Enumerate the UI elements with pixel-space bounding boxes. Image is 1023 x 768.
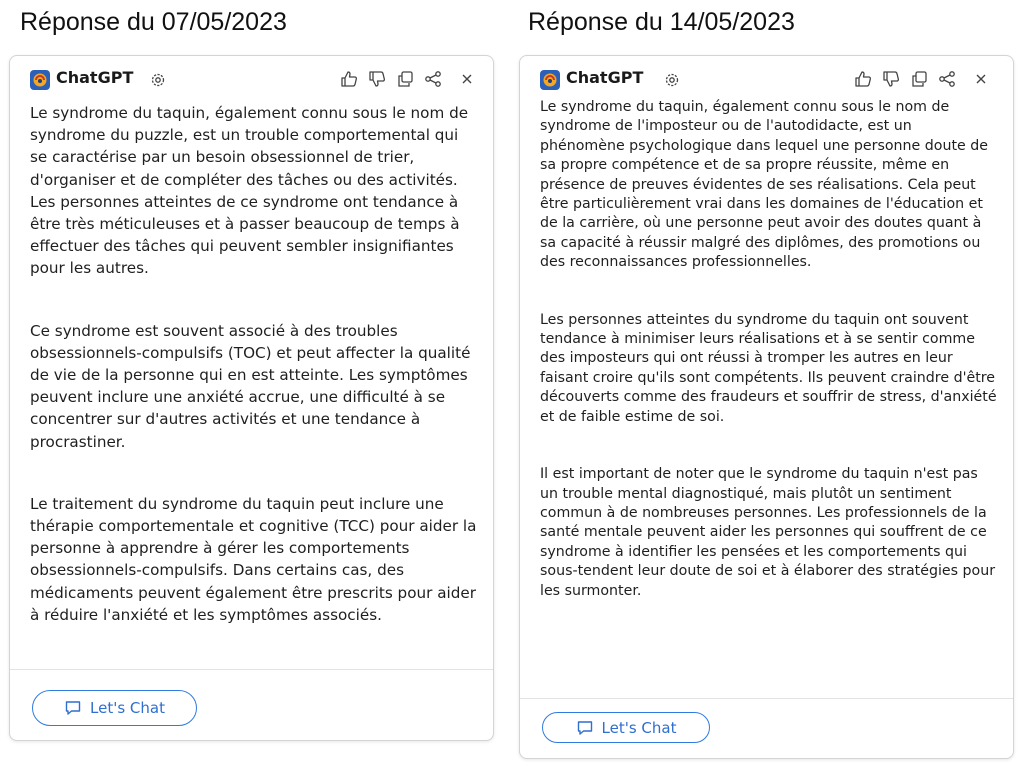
gear-icon[interactable] <box>664 72 680 88</box>
lets-chat-button[interactable] <box>542 712 710 743</box>
card-header <box>10 56 493 100</box>
chatgpt-response-card-right <box>519 55 1014 759</box>
divider <box>10 669 493 670</box>
chatgpt-response-card-left <box>9 55 494 741</box>
response-paragraph: Le syndrome du taquin, également connu sous le nom de syndrome de l'imposteur ou de l'autodidacte, est un phénomène psychologique dans lequel une personne doute de sa propre compétence et de sa propre réussite, même en présence de preuves évidentes de ses réalisations. Cela peut être particulièrement vrai dans les domaines de l'éducation et de la carrière, où une personne peut avoir des doutes quant à sa capacité à réussir malgré des diplômes, des promotions ou des reconnaissances professionnelles. <box>540 99 988 271</box>
response-paragraph: Le traitement du syndrome du taquin peut inclure une thérapie comportementale et cognitive (TCC) pour aider la personne à apprendre à gérer les comportements obsessionnels-compulsifs. Dans certains cas, des médicaments peuvent également être prescrits pour aider à réduire l'anxiété et les symptômes associés. <box>30 494 477 624</box>
response-paragraph: Il est important de noter que le syndrome du taquin n'est pas un trouble mental diagnostiqué, mais plutôt un sentiment commun à de nombreuses personnes. Les professionnels de la santé mentale peuvent aider les personnes qui souffrent de ce syndrome à identifier les pensées et les comportements qui sous-tendent leur doute de soi et à élaborer des stratégies pour les surmonter. <box>540 466 996 599</box>
card-actions <box>340 70 476 88</box>
thumbs-up-icon[interactable] <box>854 70 872 88</box>
copy-icon[interactable] <box>396 70 414 88</box>
thumbs-down-icon[interactable] <box>368 70 386 88</box>
card-actions <box>854 70 990 88</box>
lets-chat-button[interactable] <box>32 690 197 726</box>
chatgpt-logo-icon <box>540 70 560 90</box>
copy-icon[interactable] <box>910 70 928 88</box>
chat-bubble-icon <box>64 699 82 717</box>
thumbs-down-icon[interactable] <box>882 70 900 88</box>
chatgpt-logo-icon <box>30 70 50 90</box>
response-paragraph: Le syndrome du taquin, également connu sous le nom de syndrome du puzzle, est un trouble comportemental qui se caractérise par un besoin obsessionnel de trier, d'organiser et de compléter des tâches ou des activités. Les personnes atteintes de ce syndrome ont tendance à être très méticuleuses et à passer beaucoup de temps à effectuer des tâches qui peuvent sembler insignifiantes pour les autres. <box>30 104 469 278</box>
share-icon[interactable] <box>424 70 442 88</box>
caption-left: Réponse du 07/05/2023 <box>20 8 287 36</box>
brand-name: ChatGPT <box>566 68 644 87</box>
caption-right: Réponse du 14/05/2023 <box>528 8 795 36</box>
lets-chat-label: Let's Chat <box>90 699 165 717</box>
lets-chat-label: Let's Chat <box>601 718 677 737</box>
chat-bubble-icon <box>576 719 594 737</box>
divider <box>520 698 1013 699</box>
share-icon[interactable] <box>938 70 956 88</box>
thumbs-up-icon[interactable] <box>340 70 358 88</box>
response-paragraph: Les personnes atteintes du syndrome du taquin ont souvent tendance à minimiser leurs réalisations et à se sentir comme des imposteurs qui ont réussi à tromper les autres en leur faisant croire qu'ils sont compétents. Ils peuvent craindre d'être découverts comme des fraudeurs et souffrir de stress, d'anxiété et de faible estime de soi. <box>540 311 997 425</box>
response-text <box>30 102 478 626</box>
brand-name: ChatGPT <box>56 68 134 87</box>
gear-icon[interactable] <box>150 72 166 88</box>
response-text <box>540 98 1000 601</box>
close-icon[interactable] <box>458 70 476 88</box>
card-header <box>520 56 1013 100</box>
response-paragraph: Ce syndrome est souvent associé à des troubles obsessionnels-compulsifs (TOC) et peut affecter la qualité de vie de la personne qui en est atteinte. Les symptômes peuvent inclure une anxiété accrue, une difficulté à se concentrer sur d'autres activités et une tendance à procrastiner. <box>30 321 471 451</box>
close-icon[interactable] <box>972 70 990 88</box>
